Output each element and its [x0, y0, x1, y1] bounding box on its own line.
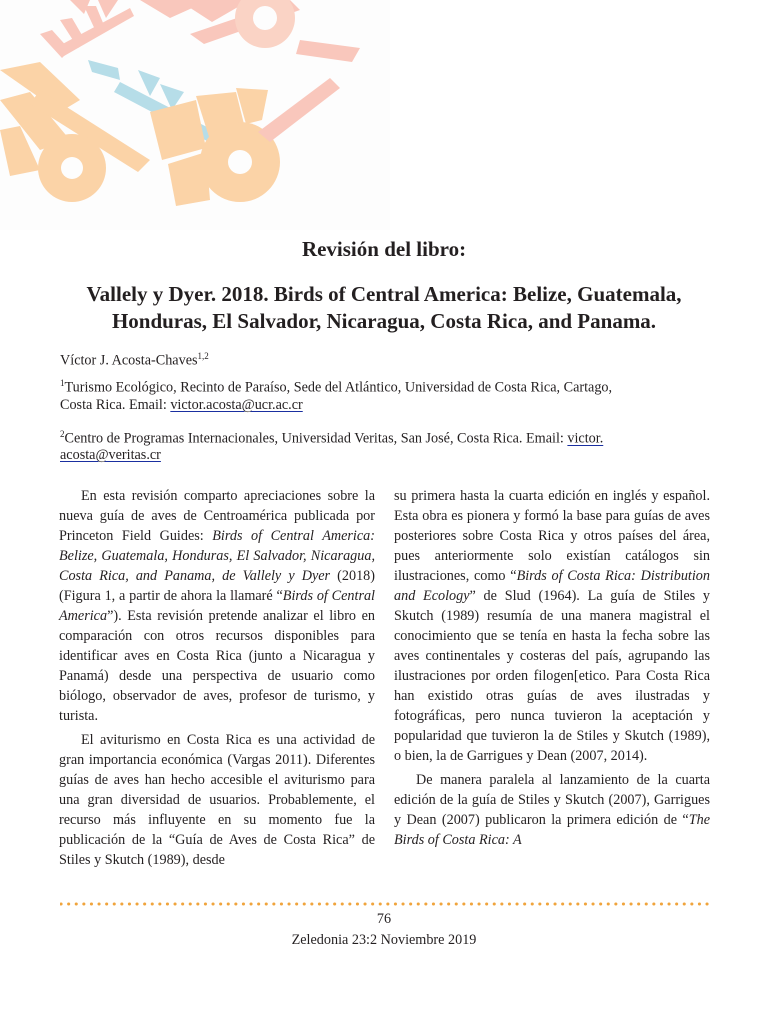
text-run: En esta revisión comparto apreciaciones sobre la nueva guía de aves de Centroamérica publicada por Princeton Field Guides: — [59, 488, 375, 544]
italic-book-title: Birds of Central America: Belize, Guatemala, Honduras, El Salvador, Nicaragua, Costa Rica, and Panama, de Vallely y Dyer — [59, 528, 375, 584]
decorative-feather-art — [0, 0, 390, 230]
left-paragraph-1 — [59, 486, 375, 726]
text-run: De manera paralela al lanzamiento de la cuarta edición de la guía de Stiles y Skutch (2007), Garrigues y Dean (2007) publicaron la primera edición de “ — [394, 772, 710, 828]
journal-citation: Zeledonia 23:2 Noviembre 2019 — [291, 932, 477, 948]
affiliation-2-marker: 2 — [60, 429, 65, 439]
author-superscripts: 1,2 — [197, 351, 209, 361]
text-run: ” de Slud (1964). La guía de Stiles y Skutch (1989) resumía de una manera magistral el conocimiento que se tenía en hasta la fecha sobre las aves continentales y costeras del país, agrupando las ilustraciones por orden filogen[etico. Para Costa Rica han existido otras guías de aves ilustradas y fotográficas, pero nunca tuvieron la aceptación y popularidad que tuvieron la de Stiles y Skutch (1989), o bien, la de Garrigues y Dean (2007, 2014). — [394, 588, 710, 764]
affiliation-1-marker: 1 — [60, 378, 65, 388]
affiliation-1-text: Turismo Ecológico, Recinto de Paraíso, Sede del Atlántico, Universidad de Costa Rica, Cartago, — [64, 379, 613, 396]
right-paragraph-2 — [394, 770, 710, 850]
italic-slud-title: Birds of Costa Rica: Distribution and Ecology — [394, 568, 710, 604]
right-column — [394, 486, 710, 850]
affiliation-2-line-2 — [60, 445, 161, 465]
affiliation-2-text: Centro de Programas Internacionales, Universidad Veritas, San José, Costa Rica. Email: — [64, 430, 568, 447]
affiliation-1-email-prefix: Costa Rica. Email: — [60, 397, 171, 413]
affiliation-1-line-2 — [60, 395, 303, 415]
italic-garrigues-title: The Birds of Costa Rica: A — [394, 812, 710, 848]
text-run: (2018) (Figura 1, a partir de ahora la llamaré “ — [59, 568, 375, 604]
italic-short-title: Birds of Central America — [59, 588, 375, 624]
book-title-line-2: Honduras, El Salvador, Nicaragua, Costa Rica, and Panama. — [111, 309, 657, 333]
review-title: Revisión del libro: — [301, 237, 467, 261]
author-line — [60, 346, 209, 371]
left-column — [59, 486, 375, 870]
page-number: 76 — [376, 911, 392, 927]
left-paragraph-2: El aviturismo en Costa Rica es una actividad de gran importancia económica (Vargas 2011). Diferentes guías de aves han hecho accesible el aviturismo para una gran diversidad de usuarios. Probablemente, el recurso más influyente en su momento fue la publicación de la “Guía de Aves de Costa Rica” de Stiles y Skutch (1989), desde — [59, 732, 375, 868]
book-title — [40, 281, 728, 335]
email-link-ucr[interactable]: victor.acosta@ucr.ac.cr — [170, 397, 303, 413]
author-name: Víctor J. Acosta-Chaves — [60, 352, 198, 369]
book-title-line-1: Vallely y Dyer. 2018. Birds of Central America: Belize, Guatemala, — [86, 282, 682, 306]
right-paragraph-1 — [394, 486, 710, 766]
text-run: su primera hasta la cuarta edición en inglés y español. Esta obra es pionera y formó la base para guías de aves posteriores sobre Costa Rica y otros países del área, pues anteriormente solo existían catálogos sin ilustraciones, como “ — [394, 488, 710, 584]
dotted-divider — [60, 902, 710, 906]
text-run: ”). Esta revisión pretende analizar el libro en comparación con otros recursos disponibles para identificar aves en Costa Rica (junto a Nicaragua y Panamá) desde una perspectiva de usuario como biólogo, observador de aves, profesor de turismo, y turista. — [59, 608, 375, 724]
email-link-veritas-part-2[interactable]: acosta@veritas.cr — [60, 447, 161, 463]
email-link-veritas-part-1[interactable]: victor. — [567, 430, 604, 447]
